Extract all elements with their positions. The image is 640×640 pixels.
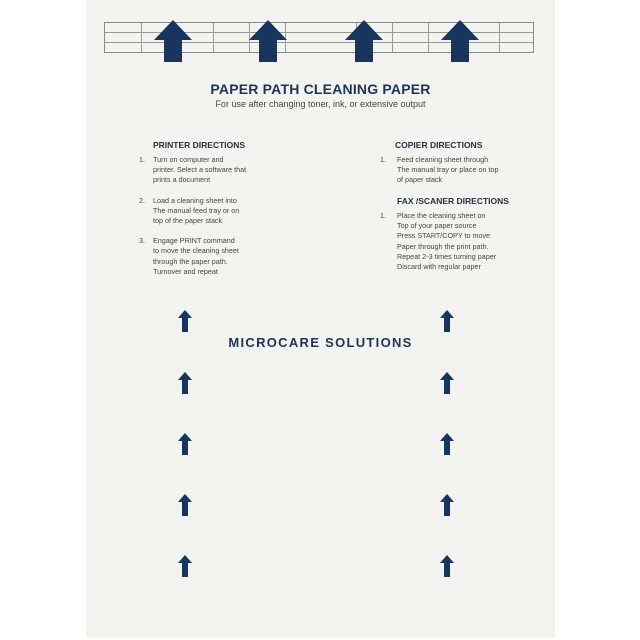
step-text: Feed cleaning sheet through <box>397 155 489 164</box>
step-text: Discard with regular paper <box>397 262 481 272</box>
fax-step <box>380 211 540 272</box>
step-text: Turnover and repeat <box>153 266 218 276</box>
grid-line <box>499 23 500 52</box>
arrow-up-icon <box>178 433 192 455</box>
grid-line <box>141 23 142 52</box>
arrow-up-icon <box>440 494 454 516</box>
step-text: to move the cleaning sheet <box>153 246 239 256</box>
fax-scanner-steps <box>380 211 540 282</box>
step-text: Top of your paper source <box>397 221 477 231</box>
step-text: Paper through the print path. <box>397 241 489 251</box>
printer-directions-heading: PRINTER DIRECTIONS <box>153 140 246 150</box>
copier-directions-heading: COPIER DIRECTIONS <box>395 140 483 150</box>
grid-line <box>392 23 393 52</box>
step-number: 2. <box>139 195 145 205</box>
step-text: Turn on computer and <box>153 155 224 164</box>
grid-line <box>213 23 214 52</box>
arrow-up-icon <box>441 20 479 62</box>
arrow-up-icon <box>345 20 383 62</box>
arrow-up-icon <box>440 555 454 577</box>
arrow-up-icon <box>178 555 192 577</box>
arrow-up-icon <box>178 494 192 516</box>
brand-name: MICROCARE SOLUTIONS <box>228 335 413 350</box>
step-text: printer. Select a software that <box>153 165 247 175</box>
step-text: Engage PRINT command <box>153 236 235 246</box>
step-text: Load a cleaning sheet into <box>153 195 237 205</box>
step-number: 1. <box>380 211 386 220</box>
step-text: through the paper path. <box>153 256 228 266</box>
document-title: PAPER PATH CLEANING PAPER <box>210 81 431 97</box>
step-text: prints a document <box>153 175 211 185</box>
copier-steps <box>380 155 540 196</box>
copier-step <box>380 155 540 186</box>
document-subtitle: For use after changing toner, ink, or extensive output <box>215 99 426 109</box>
arrow-up-icon <box>154 20 192 62</box>
printer-step <box>139 236 279 277</box>
arrow-up-icon <box>178 372 192 394</box>
step-number: 1. <box>139 155 145 164</box>
printer-step <box>139 155 279 186</box>
step-text: Press START/COPY to move <box>397 231 491 241</box>
step-number: 1. <box>380 155 386 164</box>
arrow-up-icon <box>440 310 454 332</box>
cleaning-sheet <box>86 0 555 638</box>
fax-scanner-directions-heading: FAX /SCANER DIRECTIONS <box>397 196 509 206</box>
grid-line <box>428 23 429 52</box>
step-text: top of the paper stack <box>153 216 223 226</box>
printer-steps <box>139 155 279 287</box>
printer-step <box>139 196 279 227</box>
step-text: of paper stack <box>397 175 443 185</box>
step-text: Repeat 2-3 times turning paper <box>397 251 497 261</box>
arrow-up-icon <box>249 20 287 62</box>
step-text: The manual feed tray or on <box>153 205 240 215</box>
arrow-up-icon <box>440 372 454 394</box>
step-number: 3. <box>139 236 145 246</box>
step-text: Place the cleaning sheet on <box>397 211 486 220</box>
step-text: The manual tray or place on top <box>397 165 499 175</box>
arrow-up-icon <box>440 433 454 455</box>
arrow-up-icon <box>178 310 192 332</box>
